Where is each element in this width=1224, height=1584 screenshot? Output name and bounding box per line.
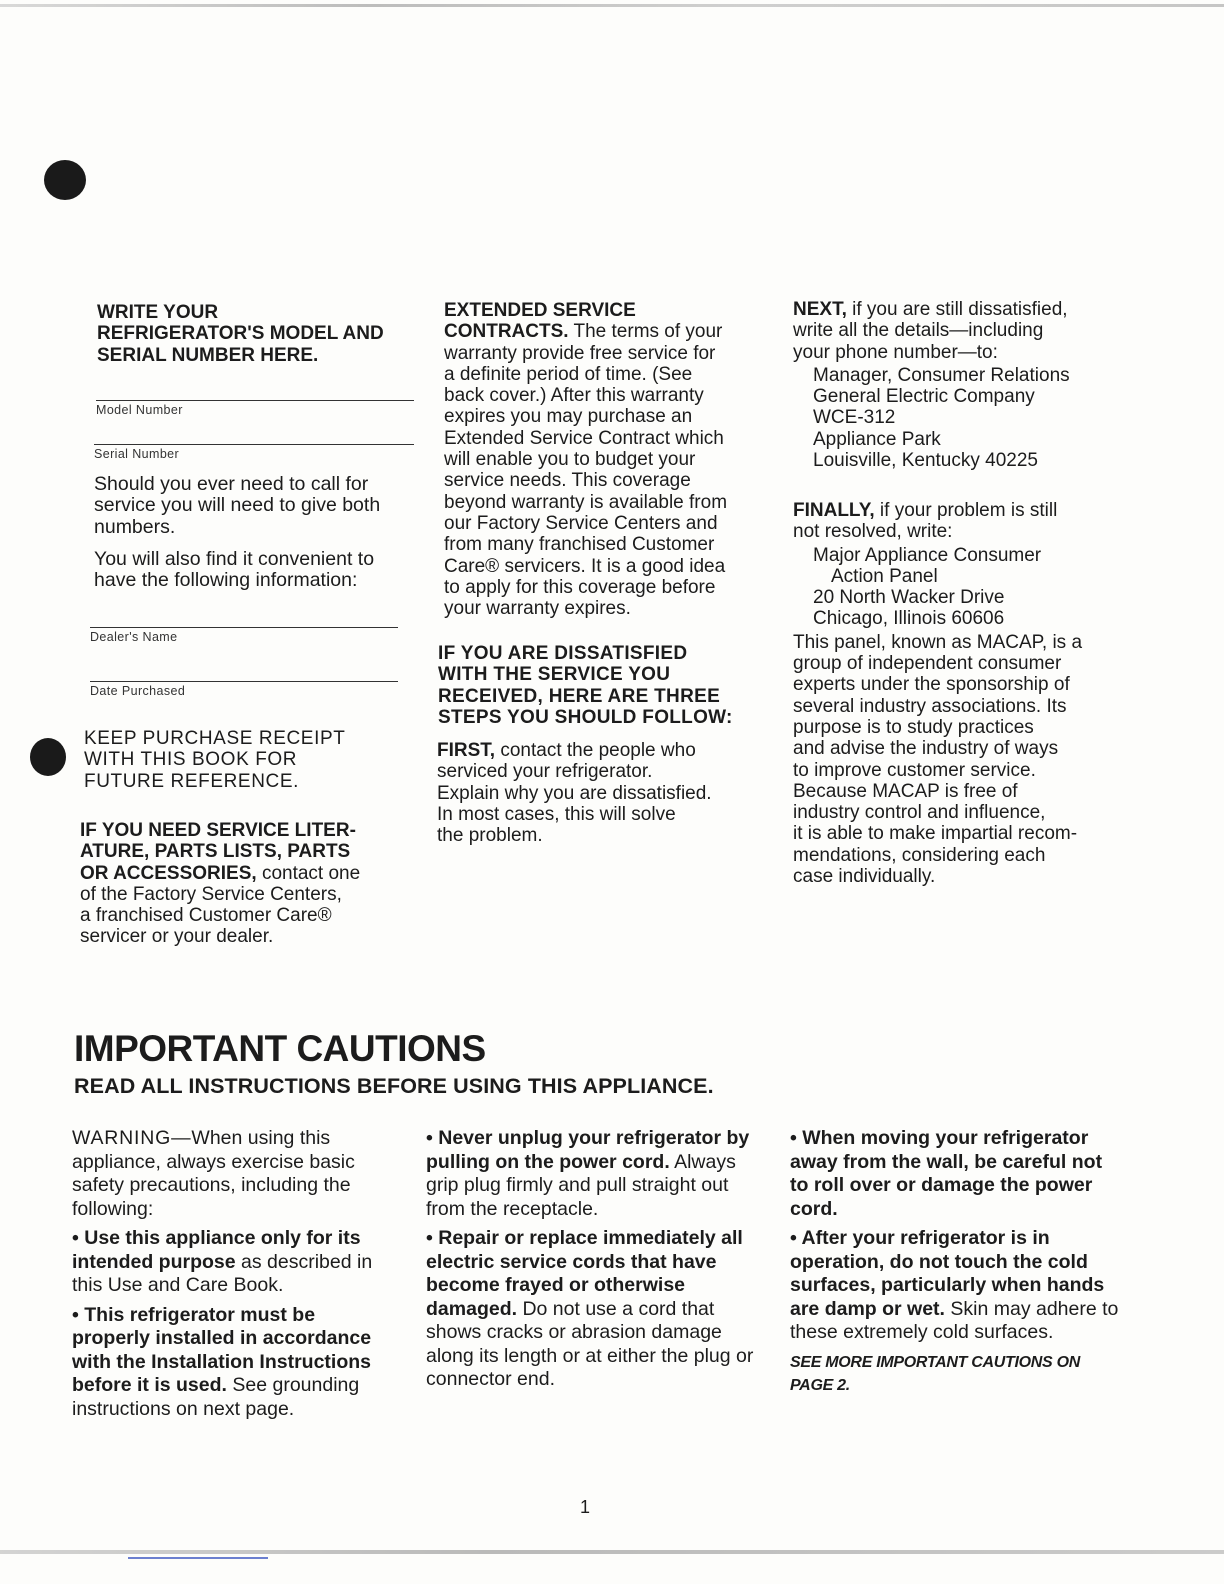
- serial-number-field[interactable]: Serial Number: [94, 444, 414, 461]
- text-line: FUTURE REFERENCE.: [84, 770, 299, 792]
- text-line: back cover.) After this warranty: [444, 385, 704, 407]
- caution-unplug: [426, 1127, 756, 1221]
- text-line: [437, 740, 767, 761]
- keep-receipt-notice: [84, 728, 414, 792]
- text-line: will enable you to budget your: [444, 449, 696, 471]
- read-instructions-subtitle: READ ALL INSTRUCTIONS BEFORE USING THIS APPLIANCE.: [74, 1074, 714, 1098]
- text-line: warranty provide free service for: [444, 342, 716, 364]
- caution-intended-purpose: [72, 1227, 392, 1298]
- text-line: to improve customer service.: [793, 759, 1036, 781]
- text-line: Explain why you are dissatisfied.: [437, 782, 712, 804]
- text-line: [793, 500, 1123, 521]
- bold-phrase: NEXT,: [793, 299, 847, 320]
- text-line: KEEP PURCHASE RECEIPT: [84, 728, 346, 749]
- text-line: write all the details—including: [793, 320, 1044, 342]
- column-extended-service: [444, 300, 774, 619]
- address-line: Action Panel: [831, 565, 938, 587]
- text-line: our Factory Service Centers and: [444, 512, 718, 534]
- address-line: Chicago, Illinois 60606: [813, 608, 1005, 630]
- plain-phrase: if you are still dissatisfied,: [846, 299, 1068, 320]
- bold-phrase: CONTRACTS.: [444, 321, 569, 343]
- plain-phrase: Do not use a cord that shows cracks or abrasion damage along its length or at either the plug or connector end.: [426, 1297, 754, 1390]
- text-line: service you will need to give both: [94, 494, 381, 517]
- caution-column-1: [72, 1127, 392, 1427]
- text-line: RECEIVED, HERE ARE THREE: [438, 685, 721, 707]
- warning-paragraph: [72, 1127, 392, 1221]
- text-line: of the Factory Service Centers,: [80, 883, 342, 905]
- text-line: In most cases, this will solve: [437, 803, 676, 825]
- extended-service-heading: EXTENDED SERVICE: [444, 300, 636, 321]
- text-line: IF YOU ARE DISSATISFIED: [438, 643, 688, 664]
- text-line: to apply for this coverage before: [444, 576, 716, 598]
- text-line: You will also find it convenient to: [94, 547, 375, 570]
- text-line: experts under the sponsorship of: [793, 674, 1070, 696]
- bold-phrase: • Repair or replace immediately all electric service cords that have become frayed or otherwise damaged.: [426, 1227, 743, 1320]
- text-line: STEPS YOU SHOULD FOLLOW:: [438, 706, 733, 728]
- heading-line: WRITE YOUR: [97, 302, 219, 323]
- text-line: [80, 863, 415, 884]
- caution-column-2: [426, 1127, 756, 1398]
- warning-lead: WARNING—: [72, 1127, 192, 1149]
- text-line: Should you ever need to call for: [94, 473, 369, 495]
- text-line: [793, 299, 1123, 320]
- bold-phrase: • This refrigerator must be properly installed in accordance with the Installation Instructions before it is used.: [72, 1303, 372, 1396]
- text-line: your warranty expires.: [444, 598, 631, 620]
- text-line: IF YOU NEED SERVICE LITER-: [80, 820, 356, 841]
- plain-phrase: Always grip plug firmly and pull straight out from the receptacle.: [426, 1150, 736, 1220]
- caution-moving: [790, 1127, 1120, 1221]
- bold-phrase: • Never unplug your refrigerator by pulling on the power cord.: [426, 1127, 750, 1173]
- text-line: This panel, known as MACAP, is a: [793, 631, 1083, 653]
- bold-phrase: FIRST,: [437, 740, 496, 761]
- plain-phrase: contact the people who: [495, 740, 696, 761]
- finally-step-text: [793, 500, 1123, 887]
- text-line: When using this: [191, 1127, 331, 1149]
- text-line: WITH THIS BOOK FOR: [84, 749, 298, 771]
- plain-phrase: See grounding instructions on next page.: [72, 1374, 360, 1420]
- first-step-text: [437, 740, 767, 846]
- text-line: a franchised Customer Care®: [80, 905, 332, 927]
- text-line: from many franchised Customer: [444, 534, 715, 556]
- service-literature-text: [80, 820, 415, 948]
- page-number: 1: [580, 1497, 591, 1517]
- bold-phrase: • When moving your refrigerator away from the wall, be careful not to roll over or damage the power cord.: [790, 1127, 1103, 1220]
- text-line: [444, 321, 774, 342]
- text-line: mendations, considering each: [793, 844, 1046, 866]
- text-line: WITH THE SERVICE YOU: [438, 664, 671, 686]
- text-line: have the following information:: [94, 569, 358, 592]
- plain-phrase: Skin may adhere to these extremely cold surfaces.: [790, 1297, 1119, 1343]
- text-line: it is able to make impartial recom-: [793, 823, 1078, 845]
- address-line: 20 North Wacker Drive: [813, 587, 1005, 609]
- text-line: following:: [72, 1197, 154, 1220]
- model-number-field[interactable]: Model Number: [96, 400, 414, 417]
- scan-edge-top: [0, 4, 1224, 7]
- heading-line: SERIAL NUMBER HERE.: [97, 344, 319, 366]
- text-line: beyond warranty is available from: [444, 491, 728, 513]
- bold-phrase: OR ACCESSORIES,: [80, 862, 257, 884]
- text-line: serviced your refrigerator.: [437, 761, 653, 783]
- text-line: expires you may purchase an: [444, 406, 693, 428]
- caution-cold-surfaces: [790, 1227, 1120, 1345]
- date-purchased-field[interactable]: Date Purchased: [90, 681, 398, 698]
- text-line: service needs. This coverage: [444, 470, 691, 492]
- heading-line: REFRIGERATOR'S MODEL AND: [97, 323, 384, 345]
- column-model-serial: [97, 302, 427, 366]
- scan-edge-mark: [128, 1557, 268, 1559]
- text-line: the problem.: [437, 825, 543, 847]
- caution-column-3: [790, 1127, 1120, 1398]
- plain-phrase: if your problem is still: [874, 500, 1058, 521]
- see-more-cautions-note: SEE MORE IMPORTANT CAUTIONS ON PAGE 2.: [790, 1353, 1080, 1394]
- dissatisfied-heading: [438, 643, 768, 728]
- text-line: a definite period of time. (See: [444, 363, 693, 385]
- macap-description: [793, 632, 1123, 888]
- text-line: and advise the industry of ways: [793, 738, 1059, 760]
- text-line: Extended Service Contract which: [444, 427, 724, 449]
- bold-phrase: • After your refrigerator is in operation, do not touch the cold surfaces, particularly when hands are damp or wet.: [790, 1227, 1105, 1320]
- address-line: Manager, Consumer Relations: [813, 364, 1070, 386]
- plain-phrase: The terms of your: [568, 321, 723, 343]
- bold-phrase: FINALLY,: [793, 500, 875, 521]
- text-line: ATURE, PARTS LISTS, PARTS: [80, 841, 351, 863]
- column-next-steps: [793, 299, 1123, 471]
- plain-phrase: contact one: [256, 862, 361, 884]
- address-line: Major Appliance Consumer: [813, 544, 1042, 566]
- text-line: group of independent consumer: [793, 653, 1062, 675]
- text-line: case individually.: [793, 866, 936, 888]
- text-line: your phone number—to:: [793, 341, 998, 363]
- text-line: several industry associations. Its: [793, 695, 1067, 717]
- scan-edge-bottom: [0, 1550, 1224, 1554]
- text-line: purpose is to study practices: [793, 716, 1034, 738]
- text-line: servicer or your dealer.: [80, 926, 274, 948]
- bold-phrase: • Use this appliance only for its intended purpose: [72, 1227, 361, 1273]
- dealer-name-field[interactable]: Dealer's Name: [90, 627, 398, 644]
- write-model-heading: [97, 302, 427, 366]
- need-numbers-text: [94, 474, 424, 591]
- consumer-relations-address: [793, 365, 1123, 471]
- text-line: Care® servicers. It is a good idea: [444, 555, 726, 577]
- text-line: safety precautions, including the: [72, 1174, 351, 1196]
- address-line: Louisville, Kentucky 40225: [813, 450, 1038, 472]
- text-line: industry control and influence,: [793, 802, 1046, 824]
- address-line: General Electric Company: [813, 386, 1035, 408]
- text-line: Because MACAP is free of: [793, 780, 1018, 802]
- macap-address: [793, 545, 1123, 630]
- caution-proper-installation: [72, 1304, 392, 1422]
- text-line: appliance, always exercise basic: [72, 1150, 355, 1173]
- important-cautions-title: IMPORTANT CAUTIONS: [74, 1028, 486, 1069]
- plain-phrase: as described in this Use and Care Book.: [72, 1250, 373, 1296]
- text-line: not resolved, write:: [793, 521, 953, 543]
- text-line: numbers.: [94, 515, 176, 538]
- address-line: Appliance Park: [813, 428, 941, 450]
- punch-hole-middle: [30, 738, 66, 776]
- punch-hole-top: [44, 160, 86, 200]
- caution-cords: [426, 1227, 756, 1392]
- address-line: WCE-312: [813, 407, 896, 429]
